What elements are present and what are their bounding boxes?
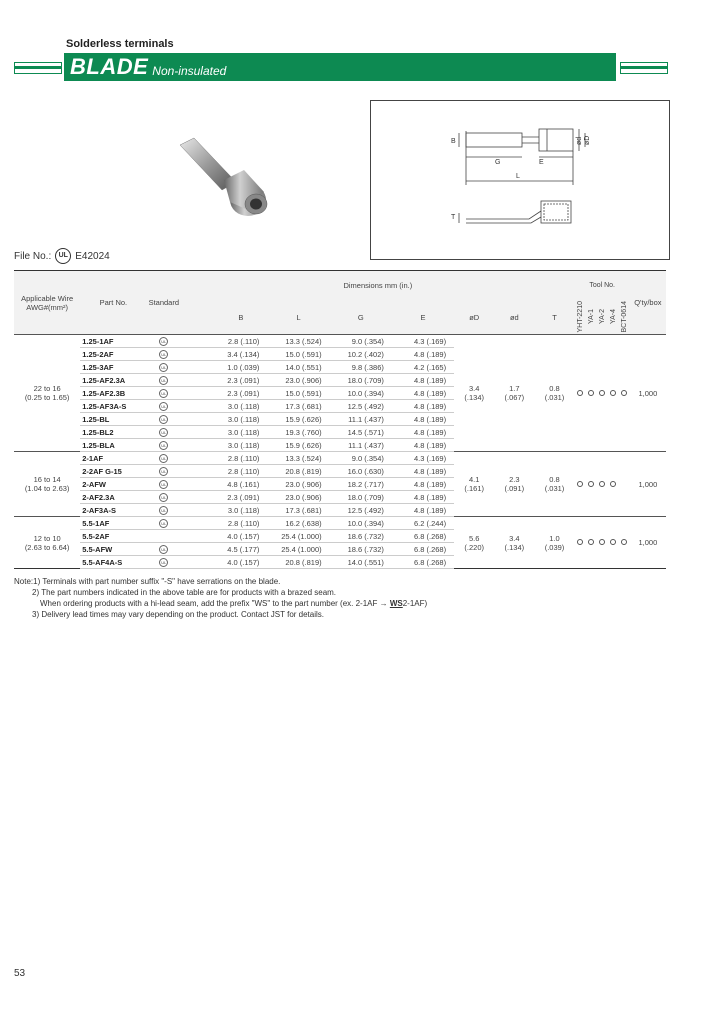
page-subtitle: Non-insulated (152, 64, 227, 78)
standard-cell (147, 387, 182, 400)
table-row (14, 517, 666, 530)
dim-label-oD: øD (584, 135, 591, 145)
wire-cell (14, 335, 80, 452)
dim-e: 4.3 (.169) (392, 452, 454, 465)
tool-compatible-icon (588, 539, 594, 545)
ul-standard-icon: UL (161, 391, 167, 397)
dim-l: 23.0 (.906) (267, 478, 329, 491)
part-number: 2-1AF (80, 452, 146, 465)
dim-label-e: E (539, 159, 544, 166)
tool-cell (575, 335, 586, 452)
col-header-l: L (296, 312, 301, 322)
t-cell (534, 452, 574, 517)
note-2: 2) The part numbers indicated in the above table are for products with a brazed seam. (32, 588, 337, 597)
dim-b: 3.0 (.118) (181, 439, 267, 452)
t-cell-mm: 0.8 (549, 475, 560, 485)
dim-l: 15.9 (.626) (267, 439, 329, 452)
dim-e: 4.8 (.189) (392, 426, 454, 439)
table-row (14, 335, 666, 348)
dim-g: 9.0 (.354) (330, 452, 392, 465)
tool-compatible-icon (588, 390, 594, 396)
dim-l: 19.3 (.760) (267, 426, 329, 439)
standard-cell (147, 439, 182, 452)
dim-b: 4.0 (.157) (181, 556, 267, 569)
part-number: 2-AF3A-S (80, 504, 146, 517)
tool-cell (597, 335, 608, 452)
standard-cell (147, 426, 182, 439)
page-title: BLADE (70, 54, 149, 79)
tool-cell (597, 517, 608, 569)
table-row (14, 452, 666, 465)
tool-cell (619, 452, 630, 517)
ul-standard-icon: UL (161, 469, 167, 475)
ul-standard-icon: UL (161, 417, 167, 423)
note-2b-post: 2-1AF) (402, 599, 428, 608)
tool-compatible-icon (610, 390, 616, 396)
note-2b-ws: WS (389, 599, 403, 608)
tool-compatible-icon (588, 481, 594, 487)
dim-b: 4.5 (.177) (181, 543, 267, 556)
part-number: 1.25-BL2 (80, 426, 146, 439)
wire-awg: 22 to 16 (33, 384, 61, 394)
tool-compatible-icon (577, 539, 583, 545)
wire-mm: (2.63 to 6.64) (24, 542, 70, 552)
tool-cell (608, 517, 619, 569)
tool-compatible-icon (577, 481, 583, 487)
dim-l: 20.8 (.819) (267, 556, 329, 569)
dim-g: 18.6 (.732) (330, 530, 392, 543)
ul-standard-icon: UL (161, 495, 167, 501)
product-photo (172, 130, 282, 225)
spec-table (14, 270, 666, 570)
tool-cell (586, 517, 597, 569)
dim-e: 4.8 (.189) (392, 504, 454, 517)
t-cell-mm: 1.0 (549, 533, 560, 543)
od-outer-cell-in: (.161) (464, 484, 484, 494)
dim-g: 11.1 (.437) (330, 413, 392, 426)
ul-standard-icon: UL (161, 404, 167, 410)
tool-compatible-icon (610, 481, 616, 487)
standard-cell (147, 361, 182, 374)
col-header-tool-no: Tool No. (589, 282, 615, 290)
od-inner-cell-mm: 3.4 (509, 533, 520, 543)
dim-e: 6.8 (.268) (392, 556, 454, 569)
qty-cell: 1,000 (630, 452, 666, 517)
note-2b (14, 598, 427, 609)
dim-e: 6.2 (.244) (392, 517, 454, 530)
wire-mm: (0.25 to 1.65) (24, 393, 70, 403)
dim-l: 15.0 (.591) (267, 348, 329, 361)
ul-standard-icon: UL (161, 339, 167, 345)
col-header-standard: Standard (148, 298, 180, 308)
od-inner-cell-in: (.067) (504, 393, 525, 403)
col-header-e: E (420, 312, 426, 322)
dim-g: 14.0 (.551) (330, 556, 392, 569)
dim-e: 4.8 (.189) (392, 465, 454, 478)
ul-standard-icon: UL (161, 378, 167, 384)
title-banner (64, 53, 616, 81)
dim-b: 2.8 (.110) (181, 517, 267, 530)
t-cell-mm: 0.8 (549, 384, 560, 394)
dim-l: 15.9 (.626) (267, 413, 329, 426)
col-header-tool-2: YA-1 (587, 308, 595, 324)
standard-cell (147, 543, 182, 556)
qty-cell: 1,000 (630, 517, 666, 569)
dim-e: 4.8 (.189) (392, 374, 454, 387)
part-number: 1.25-BLA (80, 439, 146, 452)
dim-g: 18.0 (.709) (330, 491, 392, 504)
t-cell-in: (.031) (544, 393, 565, 403)
od-inner-cell-in: (.134) (504, 542, 525, 552)
dim-b: 2.3 (.091) (181, 491, 267, 504)
dim-g: 10.0 (.394) (330, 517, 392, 530)
dim-e: 4.8 (.189) (392, 491, 454, 504)
tool-compatible-icon (599, 390, 605, 396)
standard-cell (147, 504, 182, 517)
col-header-g: G (357, 312, 364, 322)
wire-awg: 12 to 10 (33, 533, 61, 543)
part-number: 1.25-AF2.3B (80, 387, 146, 400)
dim-e: 4.8 (.189) (392, 348, 454, 361)
qty-cell: 1,000 (630, 335, 666, 452)
table-bottom-rule (14, 569, 666, 571)
od-inner-cell (494, 452, 534, 517)
tool-compatible-icon (577, 390, 583, 396)
od-inner-cell-mm: 2.3 (509, 475, 520, 485)
part-number: 2-AFW (80, 478, 146, 491)
tool-compatible-icon (610, 539, 616, 545)
dim-g: 9.0 (.354) (330, 335, 392, 348)
part-number: 5.5-AF4A-S (80, 556, 146, 569)
wire-awg: 16 to 14 (33, 475, 61, 485)
dim-e: 4.2 (.165) (392, 361, 454, 374)
tool-compatible-icon (599, 539, 605, 545)
dim-l: 23.0 (.906) (267, 491, 329, 504)
dim-b: 2.8 (.110) (181, 335, 267, 348)
standard-cell (147, 348, 182, 361)
part-number: 1.25-2AF (80, 348, 146, 361)
dim-g: 9.8 (.386) (330, 361, 392, 374)
wire-mm: (1.04 to 2.63) (24, 484, 70, 494)
ul-standard-icon: UL (161, 443, 167, 449)
col-header-qty: Q'ty/box (634, 298, 662, 308)
dim-label-l: L (516, 173, 520, 180)
dim-b: 4.0 (.157) (181, 530, 267, 543)
standard-cell (147, 374, 182, 387)
ul-standard-icon: UL (161, 430, 167, 436)
standard-cell (147, 400, 182, 413)
standard-cell (147, 452, 182, 465)
dim-b: 4.8 (.161) (181, 478, 267, 491)
file-number-value: E42024 (75, 250, 110, 262)
col-header-od-outer: øD (469, 312, 480, 322)
standard-cell (147, 478, 182, 491)
tool-compatible-icon (621, 539, 627, 545)
dim-b: 3.0 (.118) (181, 413, 267, 426)
dim-label-t: T (451, 214, 456, 221)
page-number: 53 (14, 968, 26, 979)
terminal-dimension-svg (371, 101, 669, 259)
tool-cell (575, 452, 586, 517)
dim-g: 18.0 (.709) (330, 374, 392, 387)
dim-label-b: B (451, 138, 456, 145)
tool-cell (597, 452, 608, 517)
part-number: 5.5-2AF (80, 530, 146, 543)
od-outer-cell (454, 517, 494, 569)
tool-cell (619, 517, 630, 569)
tool-cell (575, 517, 586, 569)
od-inner-cell-mm: 1.7 (509, 384, 520, 394)
dim-l: 14.0 (.551) (267, 361, 329, 374)
file-number-label: File No.: (14, 250, 52, 262)
od-outer-cell-mm: 5.6 (468, 533, 480, 543)
dim-e: 4.8 (.189) (392, 400, 454, 413)
dim-l: 25.4 (1.000) (267, 543, 329, 556)
od-outer-cell-in: (.220) (464, 542, 484, 552)
part-number: 2-2AF G-15 (80, 465, 146, 478)
dim-b: 3.4 (.134) (181, 348, 267, 361)
part-number: 1.25-3AF (80, 361, 146, 374)
tool-cell (608, 335, 619, 452)
t-cell-in: (.039) (544, 542, 565, 552)
dim-b: 2.3 (.091) (181, 374, 267, 387)
od-inner-cell (494, 517, 534, 569)
standard-cell (147, 491, 182, 504)
part-number: 1.25-1AF (80, 335, 146, 348)
dim-g: 10.2 (.402) (330, 348, 392, 361)
dim-b: 1.0 (.039) (181, 361, 267, 374)
ul-standard-icon: UL (161, 352, 167, 358)
part-number: 1.25-AF2.3A (80, 374, 146, 387)
od-outer-cell (454, 452, 494, 517)
dim-e: 6.8 (.268) (392, 543, 454, 556)
dim-b: 2.8 (.110) (181, 465, 267, 478)
note-3: 3) Delivery lead times may vary depending on the product. Contact JST for details. (32, 610, 324, 619)
dim-l: 15.0 (.591) (267, 387, 329, 400)
ul-standard-icon: UL (161, 456, 167, 462)
ul-standard-icon: UL (161, 560, 167, 566)
part-number: 2-AF2.3A (80, 491, 146, 504)
dim-l: 20.8 (.819) (267, 465, 329, 478)
ul-standard-icon: UL (161, 508, 167, 514)
dim-e: 4.8 (.189) (392, 413, 454, 426)
dim-g: 10.0 (.394) (330, 387, 392, 400)
standard-cell (147, 530, 182, 543)
part-number: 1.25-BL (80, 413, 146, 426)
col-header-dimensions: Dimensions mm (in.) (343, 281, 413, 291)
dim-b: 3.0 (.118) (181, 504, 267, 517)
standard-cell (147, 556, 182, 569)
t-cell (534, 335, 574, 452)
dim-l: 13.3 (.524) (267, 335, 329, 348)
dim-g: 18.6 (.732) (330, 543, 392, 556)
standard-cell (147, 413, 182, 426)
dim-g: 14.5 (.571) (330, 426, 392, 439)
col-header-tool-3: YA-2 (598, 308, 606, 324)
part-number: 5.5-AFW (80, 543, 146, 556)
dim-g: 12.5 (.492) (330, 400, 392, 413)
col-header-part-no: Part No. (99, 298, 128, 308)
od-outer-cell (454, 335, 494, 452)
od-outer-cell-in: (.134) (464, 393, 484, 403)
col-header-tool-4: YA-4 (609, 308, 617, 324)
t-cell-in: (.031) (544, 484, 565, 494)
section-kicker: Solderless terminals (66, 38, 174, 50)
od-inner-cell-in: (.091) (504, 484, 525, 494)
dim-e: 4.8 (.189) (392, 439, 454, 452)
dim-l: 25.4 (1.000) (267, 530, 329, 543)
dim-b: 3.0 (.118) (181, 400, 267, 413)
standard-cell (147, 335, 182, 348)
dim-l: 17.3 (.681) (267, 504, 329, 517)
tool-cell (586, 335, 597, 452)
col-header-tool-1: YHT-2210 (576, 300, 584, 333)
part-number: 1.25-AF3A-S (80, 400, 146, 413)
dim-label-g: G (495, 159, 501, 166)
col-header-tool-5: BCT-0614 (620, 300, 628, 333)
wire-cell (14, 452, 80, 517)
ul-standard-icon: UL (161, 365, 167, 371)
dim-e: 4.8 (.189) (392, 387, 454, 400)
dim-b: 2.8 (.110) (181, 452, 267, 465)
dim-b: 2.3 (.091) (181, 387, 267, 400)
od-outer-cell-mm: 4.1 (468, 475, 480, 485)
col-header-wire: Applicable Wire AWG#(mm²) (21, 293, 74, 312)
dim-e: 6.8 (.268) (392, 530, 454, 543)
dim-e: 4.8 (.189) (392, 478, 454, 491)
dim-e: 4.3 (.169) (392, 335, 454, 348)
decorative-bar-left (14, 62, 62, 74)
note-1: Note:1) Terminals with part number suffix "-S" have serrations on the blade. (14, 577, 281, 586)
dim-l: 16.2 (.638) (267, 517, 329, 530)
note-2b-pre: When ordering products with a hi-lead seam, add the prefix "WS" to the part number (ex. 2-1AF → (40, 599, 390, 608)
notes (14, 576, 427, 620)
ul-standard-icon: UL (161, 547, 167, 553)
dim-l: 13.3 (.524) (267, 452, 329, 465)
col-header-od-inner: ød (509, 312, 519, 322)
t-cell (534, 517, 574, 569)
ul-mark-icon: UL (55, 248, 71, 264)
dim-g: 11.1 (.437) (330, 439, 392, 452)
file-number (14, 248, 110, 264)
dimension-drawing (370, 100, 670, 260)
tool-cell (608, 452, 619, 517)
standard-cell (147, 465, 182, 478)
dim-b: 3.0 (.118) (181, 426, 267, 439)
dim-label-od: ød (576, 136, 583, 145)
ul-standard-icon: UL (161, 521, 167, 527)
standard-cell (147, 517, 182, 530)
dim-l: 23.0 (.906) (267, 374, 329, 387)
tool-compatible-icon (621, 390, 627, 396)
dim-g: 12.5 (.492) (330, 504, 392, 517)
dim-g: 18.2 (.717) (330, 478, 392, 491)
col-header-b: B (238, 312, 244, 322)
dim-g: 16.0 (.630) (330, 465, 392, 478)
tool-compatible-icon (599, 481, 605, 487)
wire-cell (14, 517, 80, 569)
od-outer-cell-mm: 3.4 (468, 384, 480, 394)
tool-cell (619, 335, 630, 452)
ul-standard-icon: UL (161, 482, 167, 488)
od-inner-cell (494, 335, 534, 452)
dim-l: 17.3 (.681) (267, 400, 329, 413)
decorative-bar-right (620, 62, 668, 74)
tool-cell (586, 452, 597, 517)
part-number: 5.5-1AF (80, 517, 146, 530)
col-header-t: T (552, 312, 557, 322)
spec-table-body (14, 335, 666, 571)
